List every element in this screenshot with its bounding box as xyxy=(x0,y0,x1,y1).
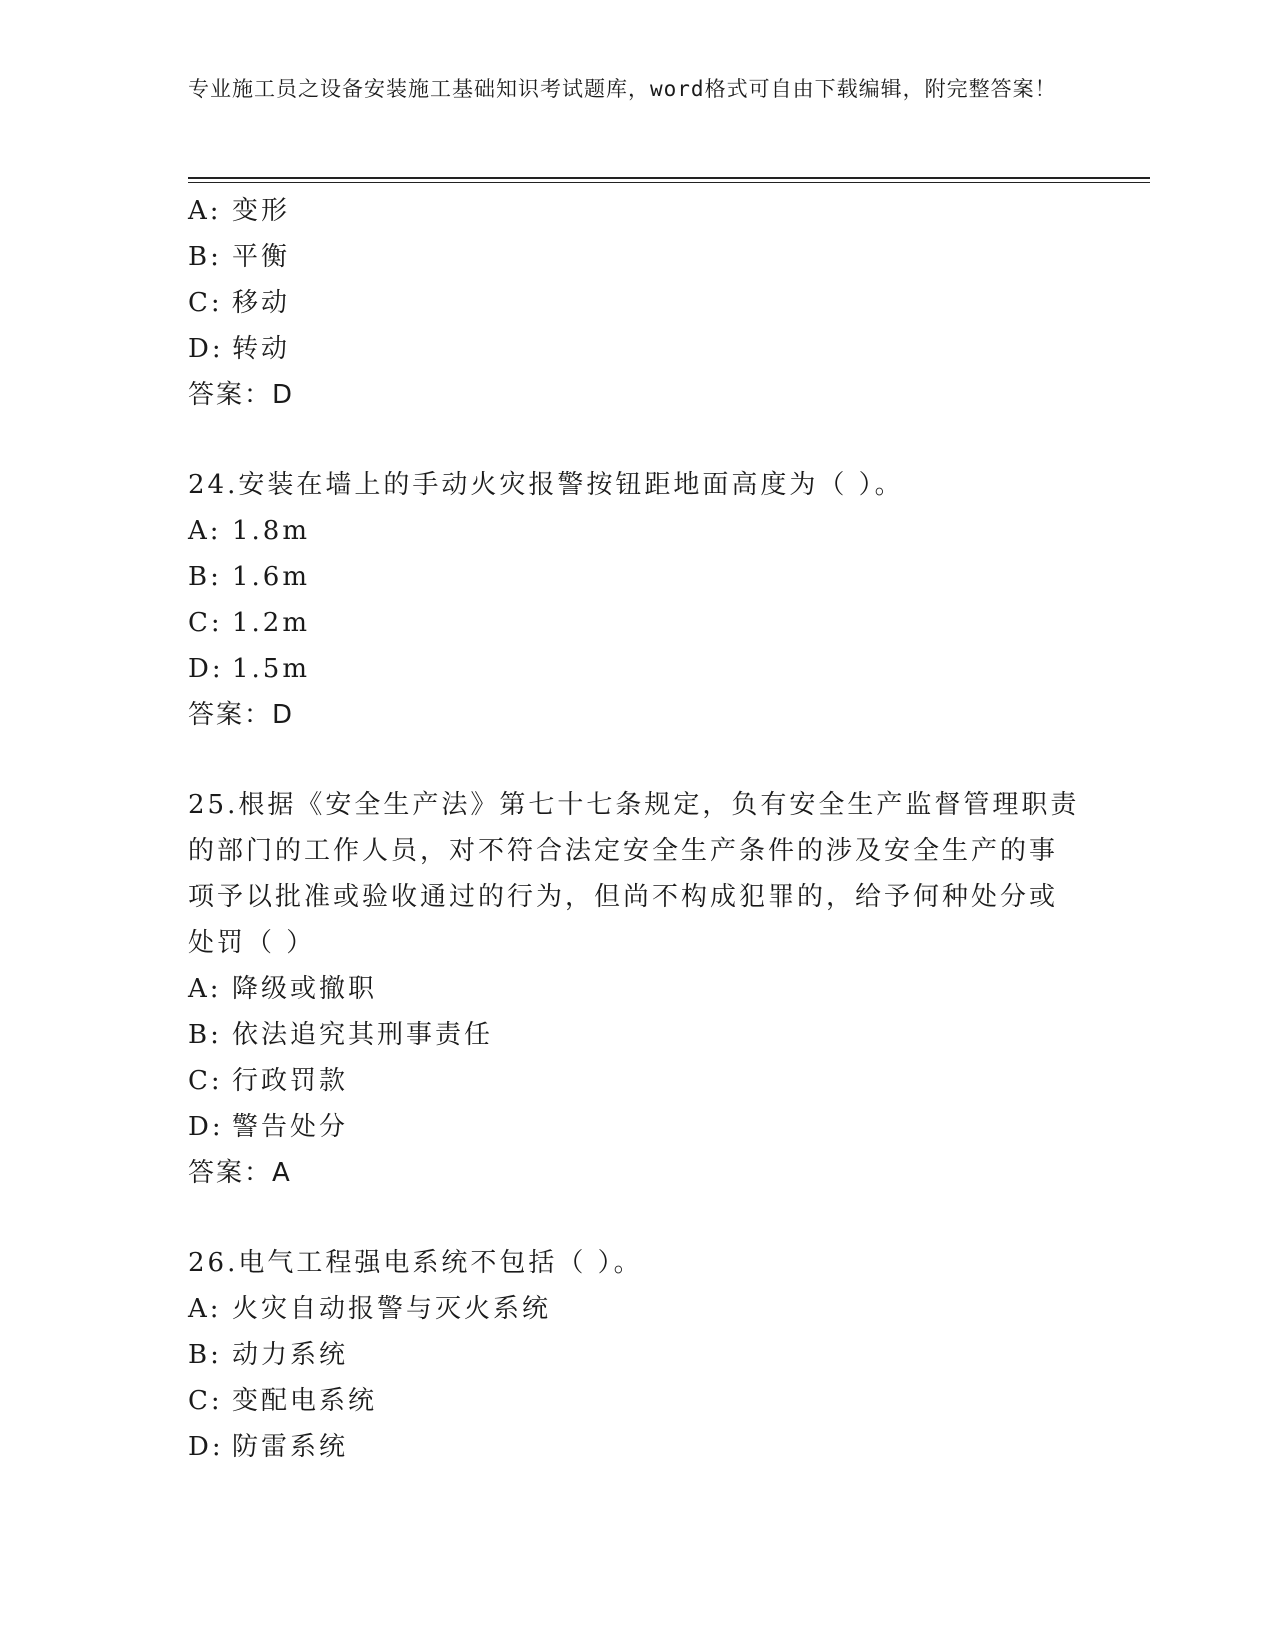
option-c xyxy=(188,280,1088,326)
option-text: 变配电系统 xyxy=(232,1386,378,1416)
question-list xyxy=(188,188,1088,1470)
option-text: 行政罚款 xyxy=(232,1066,349,1096)
option-text: 1.5m xyxy=(232,654,311,684)
option-label: B: xyxy=(188,562,222,592)
option-a xyxy=(188,1286,1088,1332)
option-text: 警告处分 xyxy=(232,1112,349,1142)
option-label: A: xyxy=(188,1294,222,1324)
answer-line: 答案：D xyxy=(188,700,295,730)
option-label: A: xyxy=(188,516,222,546)
option-a xyxy=(188,188,1088,234)
option-b xyxy=(188,554,1088,600)
option-text: 1.6m xyxy=(232,562,311,592)
spacer xyxy=(188,738,1088,782)
option-c xyxy=(188,600,1088,646)
option-b xyxy=(188,234,1088,280)
option-label: D: xyxy=(188,334,224,364)
option-b xyxy=(188,1332,1088,1378)
header-rule-thin xyxy=(188,182,1150,183)
option-text: 转动 xyxy=(232,334,291,364)
option-label: D: xyxy=(188,1432,224,1462)
option-label: D: xyxy=(188,654,224,684)
option-a xyxy=(188,966,1088,1012)
header-rule-thick xyxy=(188,177,1150,179)
question-text: 26.电气工程强电系统不包括（ ）。 xyxy=(188,1248,643,1278)
question-block-26 xyxy=(188,1240,1088,1470)
option-label: A: xyxy=(188,196,222,226)
question-text-line: 的部门的工作人员，对不符合法定安全生产条件的涉及安全生产的事 xyxy=(188,836,1059,866)
question-text-line: 项予以批准或验收通过的行为，但尚不构成犯罪的，给予何种处分或 xyxy=(188,882,1059,912)
document-header: 专业施工员之设备安装施工基础知识考试题库，word格式可自由下载编辑，附完整答案！ xyxy=(188,77,1057,101)
option-text: 1.8m xyxy=(232,516,311,546)
option-label: A: xyxy=(188,974,222,1004)
option-text: 依法追究其刑事责任 xyxy=(232,1020,494,1050)
option-text: 平衡 xyxy=(232,242,291,272)
option-d xyxy=(188,1424,1088,1470)
option-text: 变形 xyxy=(232,196,291,226)
option-label: C: xyxy=(188,1066,223,1096)
question-block-25 xyxy=(188,782,1088,1196)
option-a xyxy=(188,508,1088,554)
option-label: C: xyxy=(188,288,223,318)
option-d xyxy=(188,326,1088,372)
option-text: 动力系统 xyxy=(232,1340,349,1370)
option-label: C: xyxy=(188,1386,223,1416)
question-text-line: 处罚（ ） xyxy=(188,928,316,958)
option-text: 降级或撤职 xyxy=(232,974,378,1004)
option-c xyxy=(188,1378,1088,1424)
question-text: 24.安装在墙上的手动火灾报警按钮距地面高度为（ ）。 xyxy=(188,470,904,500)
option-c xyxy=(188,1058,1088,1104)
option-label: D: xyxy=(188,1112,224,1142)
option-d xyxy=(188,646,1088,692)
option-label: B: xyxy=(188,242,222,272)
option-b xyxy=(188,1012,1088,1058)
question-text-line: 25.根据《安全生产法》第七十七条规定，负有安全生产监督管理职责 xyxy=(188,790,1080,820)
option-text: 防雷系统 xyxy=(232,1432,349,1462)
option-label: B: xyxy=(188,1340,222,1370)
option-text: 1.2m xyxy=(232,608,311,638)
option-text: 火灾自动报警与灭火系统 xyxy=(232,1294,552,1324)
question-block-24 xyxy=(188,462,1088,738)
option-label: B: xyxy=(188,1020,222,1050)
spacer xyxy=(188,418,1088,462)
answer-line: 答案：D xyxy=(188,380,295,410)
spacer xyxy=(188,1196,1088,1240)
option-d xyxy=(188,1104,1088,1150)
question-block-23 xyxy=(188,188,1088,418)
option-label: C: xyxy=(188,608,223,638)
answer-line: 答案：A xyxy=(188,1158,292,1188)
option-text: 移动 xyxy=(232,288,291,318)
